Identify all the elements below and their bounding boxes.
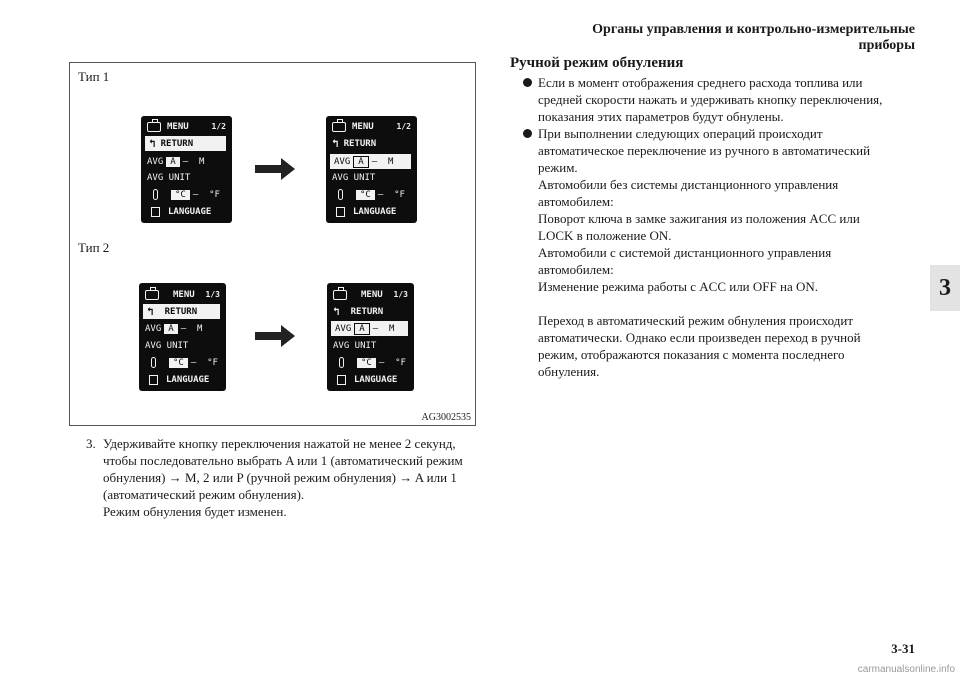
- avg-separator: –: [372, 323, 379, 334]
- menu-title: MENU: [167, 121, 189, 132]
- thermometer-icon: [151, 357, 156, 368]
- para-line: LOCK в положение ON.: [538, 228, 672, 243]
- para-line: Поворот ключа в замке зажигания из положения ACC или: [538, 211, 860, 226]
- right-arrow-icon: [255, 325, 295, 347]
- avg-label: AVG: [147, 156, 164, 167]
- menu-icon: [333, 290, 347, 300]
- chapter-tab: 3: [930, 265, 960, 311]
- conditions-paragraph: [510, 176, 920, 295]
- thermometer-icon: [153, 189, 158, 200]
- temp-separator: –: [192, 189, 199, 200]
- celsius-value: °C: [171, 190, 190, 200]
- type1-screen-before: [141, 116, 232, 223]
- language-item: LANGUAGE: [166, 374, 210, 385]
- thermometer-icon: [338, 189, 343, 200]
- para-line: Автомобили без системы дистанционного управления: [538, 177, 839, 192]
- celsius-value: °C: [357, 358, 376, 368]
- type1-label: Тип 1: [78, 69, 110, 84]
- type2-label: Тип 2: [78, 240, 110, 255]
- page-indicator: 1/3: [205, 290, 220, 299]
- thermometer-icon: [339, 357, 344, 368]
- step-line: чтобы последовательно выбрать A или 1 (автоматический режим: [103, 453, 463, 468]
- avg-manual-value: M: [387, 156, 394, 167]
- bullet-line: автоматическое переключение из ручного в автоматический: [538, 143, 871, 158]
- avg-manual-value: M: [388, 323, 395, 334]
- bullet-item: [510, 125, 920, 176]
- menu-icon: [145, 290, 159, 300]
- temp-separator: –: [190, 357, 197, 368]
- type1-screen-after: [326, 116, 417, 223]
- return-arrow-icon: ↰: [333, 305, 340, 318]
- return-arrow-icon: ↰: [147, 305, 154, 318]
- running-header: Органы управления и контрольно-измерительные приборы: [592, 22, 915, 53]
- avg-separator: –: [371, 156, 378, 167]
- temp-separator: –: [378, 357, 385, 368]
- step-line: обнуления) → M, 2 или P (ручной режим обнуления) → A или 1: [103, 470, 457, 485]
- step-number: 3.: [86, 436, 96, 451]
- para-line: Автомобили с системой дистанционного управления: [538, 245, 832, 260]
- page-indicator: 1/2: [211, 122, 226, 131]
- fahrenheit-value: °F: [395, 357, 406, 368]
- step-3: [86, 435, 476, 520]
- menu-title: MENU: [173, 289, 195, 300]
- figure-id: AG3002535: [421, 412, 471, 423]
- menu-title: MENU: [361, 289, 383, 300]
- bullet-line: Если в момент отображения среднего расхода топлива или: [538, 75, 863, 90]
- language-item: LANGUAGE: [168, 206, 212, 217]
- avg-auto-value: A: [354, 323, 369, 335]
- language-icon: [337, 375, 346, 385]
- para-line: автомобилем:: [538, 262, 614, 277]
- return-item: RETURN: [160, 138, 194, 149]
- menu-icon: [147, 122, 161, 132]
- language-icon: [149, 375, 158, 385]
- display-figure: [69, 62, 476, 426]
- para-line: автомобилем:: [538, 194, 614, 209]
- para-line: режим, отображаются показания с момента последнего: [538, 347, 845, 362]
- menu-icon: [332, 122, 346, 132]
- step-line: Режим обнуления будет изменен.: [103, 504, 287, 519]
- para-line: Изменение режима работы с ACC или OFF на ON.: [538, 279, 818, 294]
- step-line: Удерживайте кнопку переключения нажатой не менее 2 секунд,: [103, 436, 456, 451]
- bullet-icon: [523, 129, 532, 138]
- avg-label: AVG: [145, 323, 162, 334]
- avg-separator: –: [182, 156, 189, 167]
- bullet-line: средней скорости нажать и удерживать кнопку переключения,: [538, 92, 883, 107]
- para-line: обнуления.: [538, 364, 600, 379]
- page-indicator: 1/2: [396, 122, 411, 131]
- celsius-value: °C: [169, 358, 188, 368]
- bullet-icon: [523, 78, 532, 87]
- bullet-item: [510, 74, 920, 125]
- avg-label: AVG: [334, 156, 351, 167]
- return-item: RETURN: [343, 138, 377, 149]
- avg-auto-value: A: [164, 324, 177, 334]
- language-icon: [336, 207, 345, 217]
- avg-label: AVG: [335, 323, 352, 334]
- avg-auto-value: A: [353, 156, 368, 168]
- avg-auto-value: A: [166, 157, 179, 167]
- right-arrow-icon: [255, 158, 295, 180]
- avg-unit-item: AVG UNIT: [145, 340, 189, 351]
- return-item: RETURN: [164, 306, 198, 317]
- avg-unit-item: AVG UNIT: [147, 172, 191, 183]
- menu-title: MENU: [352, 121, 374, 132]
- para-line: Переход в автоматический режим обнуления происходит: [538, 313, 854, 328]
- temp-separator: –: [377, 189, 384, 200]
- manual-reset-section: [510, 55, 920, 380]
- avg-unit-item: AVG UNIT: [333, 340, 377, 351]
- step-text: [103, 435, 476, 520]
- language-item: LANGUAGE: [353, 206, 397, 217]
- fahrenheit-value: °F: [209, 189, 220, 200]
- avg-manual-value: M: [198, 156, 205, 167]
- fahrenheit-value: °F: [207, 357, 218, 368]
- celsius-value: °C: [356, 190, 375, 200]
- language-item: LANGUAGE: [354, 374, 398, 385]
- page-number: 3-31: [891, 641, 915, 656]
- fahrenheit-value: °F: [394, 189, 405, 200]
- return-arrow-icon: ↰: [332, 137, 339, 150]
- language-icon: [151, 207, 160, 217]
- type2-screen-after: [327, 283, 414, 391]
- page-indicator: 1/3: [393, 290, 408, 299]
- bullet-line: При выполнении следующих операций происходит: [538, 126, 823, 141]
- bullet-line: режим.: [538, 160, 578, 175]
- return-item: RETURN: [350, 306, 384, 317]
- watermark: carmanualsonline.info: [857, 664, 955, 675]
- section-title: Ручной режим обнуления: [510, 55, 684, 71]
- avg-separator: –: [180, 323, 187, 334]
- avg-manual-value: M: [196, 323, 203, 334]
- type2-screen-before: [139, 283, 226, 391]
- step-line: (автоматический режим обнуления).: [103, 487, 305, 502]
- auto-switch-paragraph: [510, 312, 920, 380]
- para-line: автоматически. Однако если произведен переход в ручной: [538, 330, 861, 345]
- return-arrow-icon: ↰: [149, 137, 156, 150]
- avg-unit-item: AVG UNIT: [332, 172, 376, 183]
- bullet-line: показания этих параметров будут обнулены.: [538, 109, 784, 124]
